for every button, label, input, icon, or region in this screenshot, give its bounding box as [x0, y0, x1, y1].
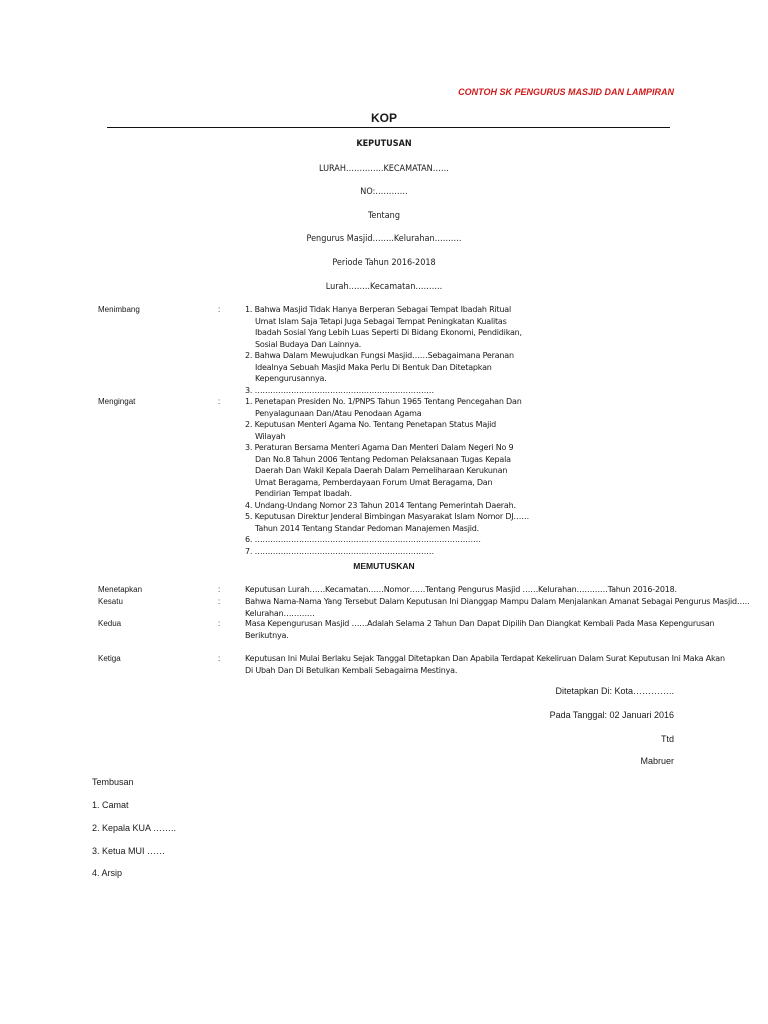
ketiga-label: Ketiga — [98, 654, 121, 663]
period-line: Periode Tahun 2016-2018 — [332, 258, 436, 268]
kesatu-colon: : — [218, 597, 221, 606]
tembusan-item: 4. Arsip — [92, 868, 123, 878]
menimbang-line: Umat Islam Saja Tetapi Juga Sebagai Tempat Peningkatan Kualitas — [255, 316, 507, 326]
mengingat-line: Pendirian Tempat Ibadah. — [255, 489, 352, 498]
kedua-label: Kedua — [98, 619, 122, 628]
mengingat-body — [245, 396, 695, 557]
signature-ttd: Ttd — [660, 734, 674, 744]
tembusan-item: 1. Camat — [92, 800, 129, 810]
decree-title: KEPUTUSAN — [356, 139, 412, 149]
mengingat-line: 5. Keputusan Direktur Jenderal Bimbingan Masyarakat Islam Nomor DJ…… — [245, 512, 530, 521]
kop-divider — [107, 127, 670, 128]
header-note: CONTOH SK PENGURUS MASJID DAN LAMPIRAN — [458, 87, 674, 97]
menimbang-line: Kepengurusannya. — [255, 374, 327, 383]
signature-name: Mabruer — [640, 756, 674, 766]
memutuskan-heading: MEMUTUSKAN — [353, 561, 415, 571]
kesatu-label: Kesatu — [98, 597, 123, 606]
mengingat-line: Umat Beragama, Pemberdayaan Forum Umat Beragama, Dan — [255, 477, 493, 487]
mengingat-line: Daerah Dan Wakil Kepala Daerah Dalam Pemeliharaan Kerukunan — [255, 466, 508, 475]
mengingat-line: 6. …………………………………………………………………………… — [245, 535, 481, 544]
mengingat-line: 7. …………………………………………………………… — [245, 546, 434, 556]
menetapkan-body — [245, 584, 695, 596]
kedua-body — [245, 618, 715, 641]
mengingat-line: Tahun 2014 Tentang Standar Pedoman Manajemen Masjid. — [255, 523, 480, 533]
menimbang-body — [245, 304, 695, 396]
mengingat-line: Wilayah — [255, 431, 286, 441]
ketiga-colon: : — [218, 654, 221, 663]
menetapkan-text: Keputusan Lurah……Kecamatan……Nomor……Tentang Pengurus Masjid ……Kelurahan…………Tahun 2016-2018. — [245, 585, 677, 594]
mengingat-label: Mengingat — [98, 397, 136, 406]
ketiga-line: Keputusan Ini Mulai Berlaku Sejak Tanggal Ditetapkan Dan Apabila Terdapat Kekeliruan Dalam Surat Keputusan Ini Maka Akan — [245, 654, 725, 663]
issuer-line: LURAH…………..KECAMATAN…… — [319, 164, 449, 174]
ketiga-body — [245, 653, 725, 676]
mengingat-line: 2. Keputusan Menteri Agama No. Tentang Penetapan Status Majid — [245, 420, 497, 429]
menimbang-colon: : — [218, 305, 221, 314]
tentang-line: Tentang — [368, 211, 400, 221]
mengingat-line: Penyalagunaan Dan/Atau Penodaan Agama — [255, 408, 422, 418]
location-line: Lurah……..Kecamatan………. — [325, 282, 443, 292]
kedua-line: Masa Kepengurusan Masjid ……Adalah Selama 2 Tahun Dan Dapat Dipilih Dan Diangkat Kembali Pada Masa Kepengurusan — [245, 619, 715, 628]
kedua-colon: : — [218, 619, 221, 628]
mengingat-line: 4. Undang-Undang Nomor 23 Tahun 2014 Tentang Pemerintah Daerah. — [245, 500, 516, 510]
kesatu-line: Kelurahan………… — [245, 608, 315, 618]
mengingat-colon: : — [218, 397, 221, 406]
tembusan-title: Tembusan — [92, 777, 134, 787]
menimbang-label: Menimbang — [98, 305, 140, 314]
menimbang-line: 2. Bahwa Dalam Mewujudkan Fungsi Masjid……Sebagaimana Peranan — [245, 351, 514, 360]
mengingat-line: 3. Peraturan Bersama Menteri Agama Dan Menteri Dalam Negeri No 9 — [245, 443, 514, 452]
menimbang-line: 1. Bahwa Masjid Tidak Hanya Berperan Sebagai Tempat Ibadah Ritual — [245, 305, 512, 314]
menimbang-line: Ibadah Sosial Yang Lebih Luas Seperti Di Bidang Ekonomi, Pendidikan, — [255, 328, 522, 337]
menetapkan-colon: : — [218, 585, 221, 594]
tembusan-item: 2. Kepala KUA …….. — [92, 823, 177, 833]
tembusan-item: 3. Ketua MUI …… — [92, 846, 166, 856]
signature-place: Ditetapkan Di: Kota………….. — [555, 686, 674, 696]
kedua-line: Berikutnya. — [245, 630, 289, 640]
menimbang-line: 3. …………………………………………………………… — [245, 385, 434, 395]
mengingat-line: Dan No.8 Tahun 2006 Tentang Pedoman Pelaksanaan Tugas Kepala — [255, 454, 511, 464]
kesatu-line: Bahwa Nama-Nama Yang Tersebut Dalam Keputusan Ini Dianggap Mampu Dalam Menjalankan Amanat Sebagai Pengurus Masjid….. — [245, 597, 750, 606]
menimbang-line: Sosial Budaya Dan Lainnya. — [255, 339, 362, 349]
number-line: NO:………… — [360, 187, 408, 197]
signature-date: Pada Tanggal: 02 Januari 2016 — [549, 710, 674, 720]
mengingat-line: 1. Penetapan Presiden No. 1/PNPS Tahun 1965 Tentang Pencegahan Dan — [245, 397, 522, 406]
kesatu-body — [245, 596, 750, 619]
menimbang-line: Idealnya Sebuah Masjid Maka Perlu Di Bentuk Dan Ditetapkan — [255, 362, 492, 372]
menetapkan-label: Menetapkan — [98, 585, 143, 594]
ketiga-line: Di Ubah Dan Di Betulkan Kembali Sebagaima Mestinya. — [245, 665, 458, 675]
kop-heading: KOP — [370, 111, 397, 125]
subject-line: Pengurus Masjid……..Kelurahan………. — [306, 234, 462, 244]
